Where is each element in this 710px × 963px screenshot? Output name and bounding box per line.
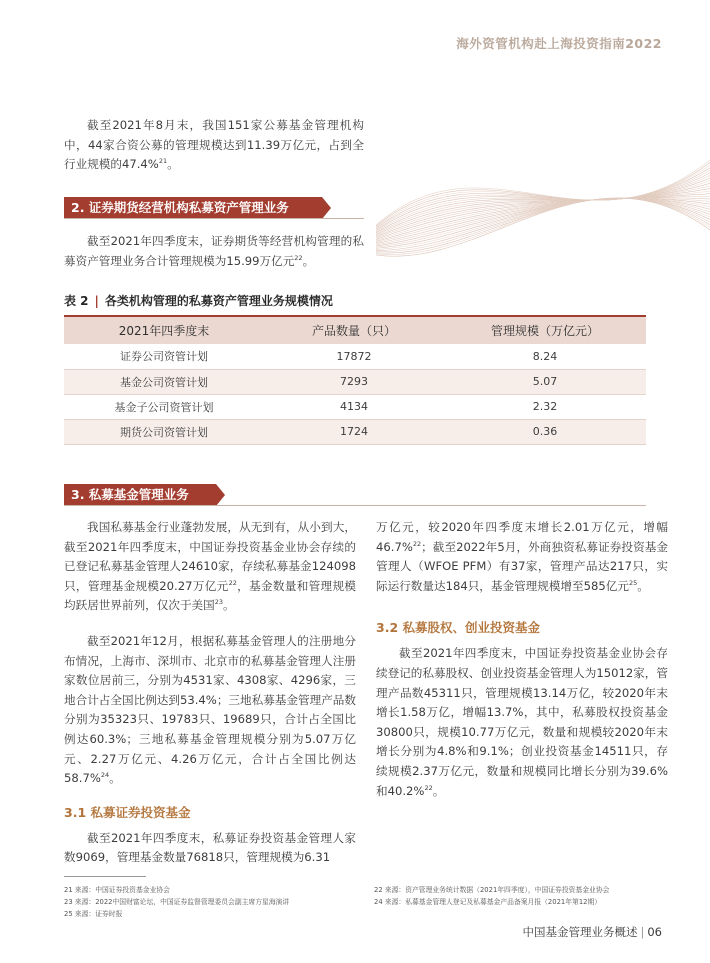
table-header-cell: 2021年四季度末 — [64, 316, 264, 344]
section-2-heading: 2. 证券期货经营机构私募资产管理业务 — [64, 197, 322, 219]
footnotes-right — [374, 884, 609, 908]
table-header-cell: 产品数量（只） — [264, 316, 444, 344]
section-3-paragraph-1: 我国私募基金行业蓬勃发展，从无到有，从小到大，截至2021年四季度末，中国证券投资基金业协会存续的已登记私募基金管理人24610家，存续私募基金124098只，管理基金规模20.27万亿元$^{22}$，基金数量和管理规模均跃居世界前列，仅次于美国$^{23}$。 — [64, 520, 356, 613]
footnote-rule — [64, 876, 146, 877]
table-cell: 1724 — [264, 419, 444, 444]
table-row — [64, 419, 646, 444]
data-table — [64, 315, 646, 445]
table-cell: 8.24 — [444, 344, 646, 369]
decorative-wave-lines — [376, 120, 710, 270]
table-cell: 证券公司资管计划 — [64, 344, 264, 369]
subsection-3-2-heading: 3.2 私募股权、创业投资基金 — [376, 620, 540, 636]
table-row — [64, 369, 646, 394]
section-3-paragraph-2: 截至2021年12月，根据私募基金管理人的注册地分布情况，上海市、深圳市、北京市的私募基金管理人注册家数位居前三，分别为4531家、4308家、4296家，三地合计占全国比例达到53.4%；三地私募基金管理产品数分别为35323只、19783只、19689只，合计占全国比例达60.3%；三地私募基金管理规模分别为5.07万亿元、2.27万亿元、4.26万亿元，合计占全国比例达58.7%$^{24}$。 — [64, 633, 356, 786]
table-cell: 期货公司资管计划 — [64, 419, 264, 444]
page-footer — [522, 924, 662, 940]
footnote: 23 来源：2022中国财富论坛，中国证券监督管理委员会副主席方星海演讲 — [64, 898, 290, 906]
table-cell: 4134 — [264, 394, 444, 419]
page-number: 06 — [647, 925, 662, 939]
intro-paragraph: 截至2021年8月末，我国151家公募基金管理机构中，44家合资公募的管理规模达到11.39万亿元，占到全行业规模的47.4%$^{21}$。 — [64, 118, 364, 172]
footer-section-title: 中国基金管理业务概述 — [522, 925, 638, 939]
footnotes-left — [64, 884, 289, 920]
table-row — [64, 394, 646, 419]
footnote: 24 来源：私募基金管理人登记及私募基金产品备案月报（2021年第12期） — [374, 898, 602, 906]
footnote: 22 来源：资产管理业务统计数据（2021年四季度），中国证券投资基金业协会 — [374, 886, 610, 894]
table-caption: 表 2 | 各类机构管理的私募资产管理业务规模情况 — [64, 294, 333, 308]
subsection-3-1-continued: 万亿元，较2020年四季度末增长2.01万亿元，增幅46.7%$^{22}$；截至2022年5月，外商独资私募证券投资基金管理人（WFOE PFM）有37家，管理产品达217只，实际运行数量达184只，基金管理规模增至585亿元$^{25}$。 — [376, 520, 668, 593]
section-2-paragraph: 截至2021年四季度末，证券期货等经营机构管理的私募资产管理业务合计管理规模为15.99万亿元$^{22}$。 — [64, 234, 364, 268]
subsection-3-2-paragraph: 截至2021年四季度末，中国证券投资基金业协会存续登记的私募股权、创业投资基金管理人为15012家，管理产品数45311只，管理规模13.14万亿，较2020年末增长1.58万亿，增幅13.7%，其中，私募股权投资基金30800只，规模10.77万亿元，数量和规模较2020年末增长分别为4.8%和9.1%；创业投资基金14511只，存续规模2.37万亿元，数量和规模同比增长分别为39.6%和40.2%$^{22}$。 — [376, 646, 668, 798]
running-header: 海外资管机构赴上海投资指南2022 — [456, 36, 662, 51]
table-cell: 17872 — [264, 344, 444, 369]
table-cell: 7293 — [264, 369, 444, 394]
footnote: 21 来源：中国证券投资基金业协会 — [64, 886, 170, 894]
subsection-3-1-paragraph: 截至2021年四季度末，私募证券投资基金管理人家数9069，管理基金数量76818只，管理规模为6.31 — [64, 830, 356, 865]
table-header-row — [64, 316, 646, 344]
right-column — [376, 518, 668, 801]
subsection-3-1-heading: 3.1 私募证券投资基金 — [64, 804, 191, 820]
table-cell: 基金子公司资管计划 — [64, 394, 264, 419]
table-cell: 基金公司资管计划 — [64, 369, 264, 394]
table-cell: 0.36 — [444, 419, 646, 444]
section-3-rule — [64, 505, 646, 506]
section-2-rule — [64, 218, 364, 219]
footnote: 25 来源：证券时报 — [64, 910, 123, 918]
table-cell: 2.32 — [444, 394, 646, 419]
footer-separator: | — [640, 925, 645, 939]
table-cell: 5.07 — [444, 369, 646, 394]
section-3-heading: 3. 私募基金管理业务 — [64, 484, 216, 506]
table-row — [64, 344, 646, 369]
left-column — [64, 518, 356, 868]
table-header-cell: 管理规模（万亿元） — [444, 316, 646, 344]
